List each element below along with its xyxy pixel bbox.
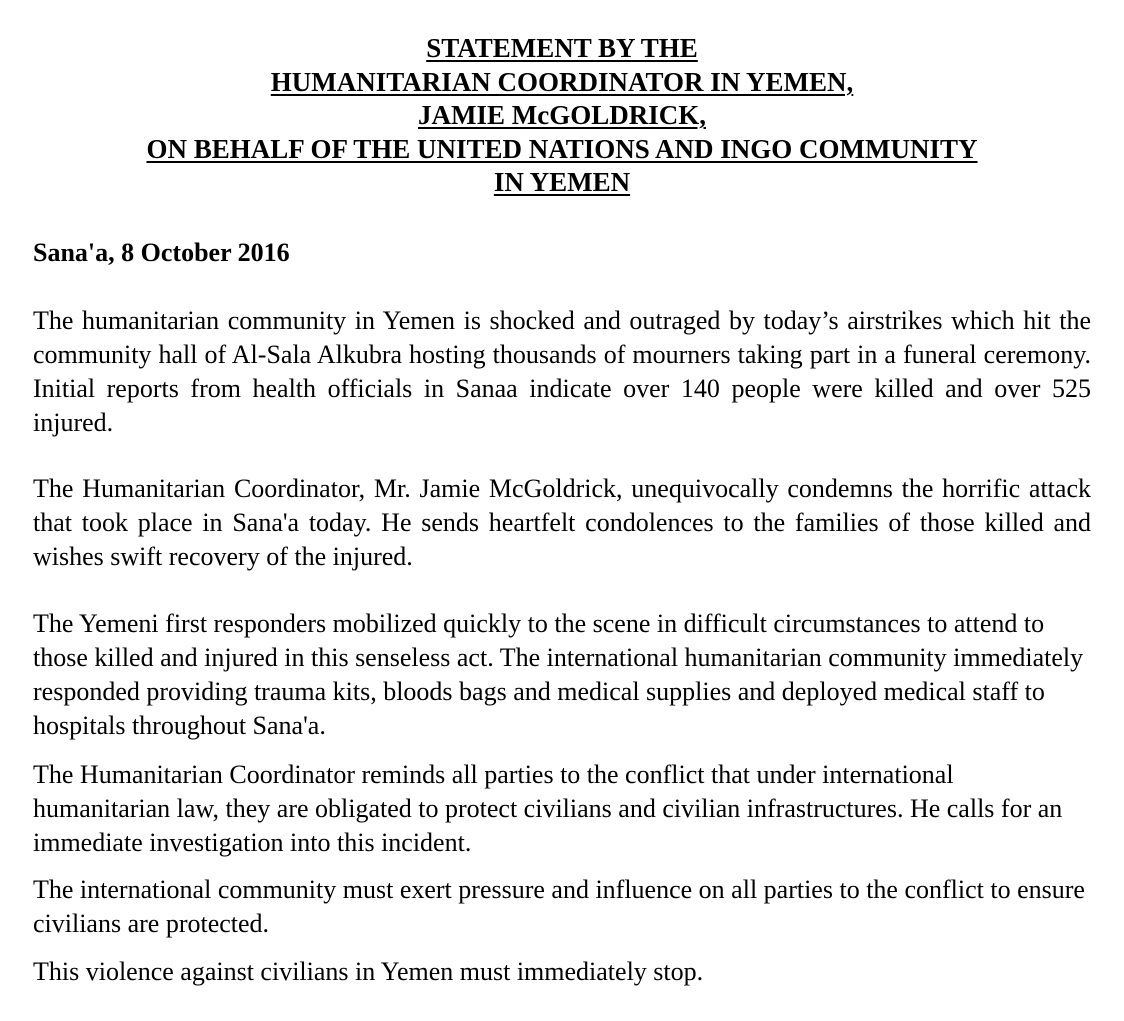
heading-line-5: IN YEMEN	[493, 167, 631, 197]
statement-heading	[0, 32, 1124, 200]
paragraph-airstrike-report: The humanitarian community in Yemen is shocked and outraged by today’s airstrikes which hit the community hall of Al-Sala Alkubra hosting thousands of mourners taking part in a funeral ceremony. Initial reports from health officials in Sanaa indicate over 140 people were killed and over 525 injured.	[33, 306, 1091, 437]
paragraph-first-responders: The Yemeni first responders mobilized quickly to the scene in difficult circumstances to attend to those killed and injured in this senseless act. The international humanitarian community immediately responded providing trauma kits, bloods bags and medical supplies and deployed medical staff to hospitals throughout Sana'a.	[33, 609, 1084, 740]
paragraph-condemnation: The Humanitarian Coordinator, Mr. Jamie McGoldrick, unequivocally condemns the horrific attack that took place in Sana'a today. He sends heartfelt condolences to the families of those killed and wishes swift recovery of the injured.	[33, 474, 1091, 571]
heading-line-3: JAMIE McGOLDRICK,	[418, 100, 706, 130]
heading-line-1: STATEMENT BY THE	[426, 33, 698, 63]
heading-line-4: ON BEHALF OF THE UNITED NATIONS AND INGO COMMUNITY	[146, 133, 978, 164]
paragraph-humanitarian-law: The Humanitarian Coordinator reminds all parties to the conflict that under international humanitarian law, they are obligated to protect civilians and civilian infrastructures. He calls for an immediate investigation into this incident.	[33, 760, 1063, 857]
paragraph-international-pressure: The international community must exert pressure and influence on all parties to the conflict to ensure civilians are protected.	[33, 875, 1085, 938]
heading-line-2: HUMANITARIAN COORDINATOR IN YEMEN,	[270, 66, 854, 97]
dateline: Sana'a, 8 October 2016	[33, 238, 290, 267]
paragraph-closing: This violence against civilians in Yemen must immediately stop.	[33, 957, 704, 986]
